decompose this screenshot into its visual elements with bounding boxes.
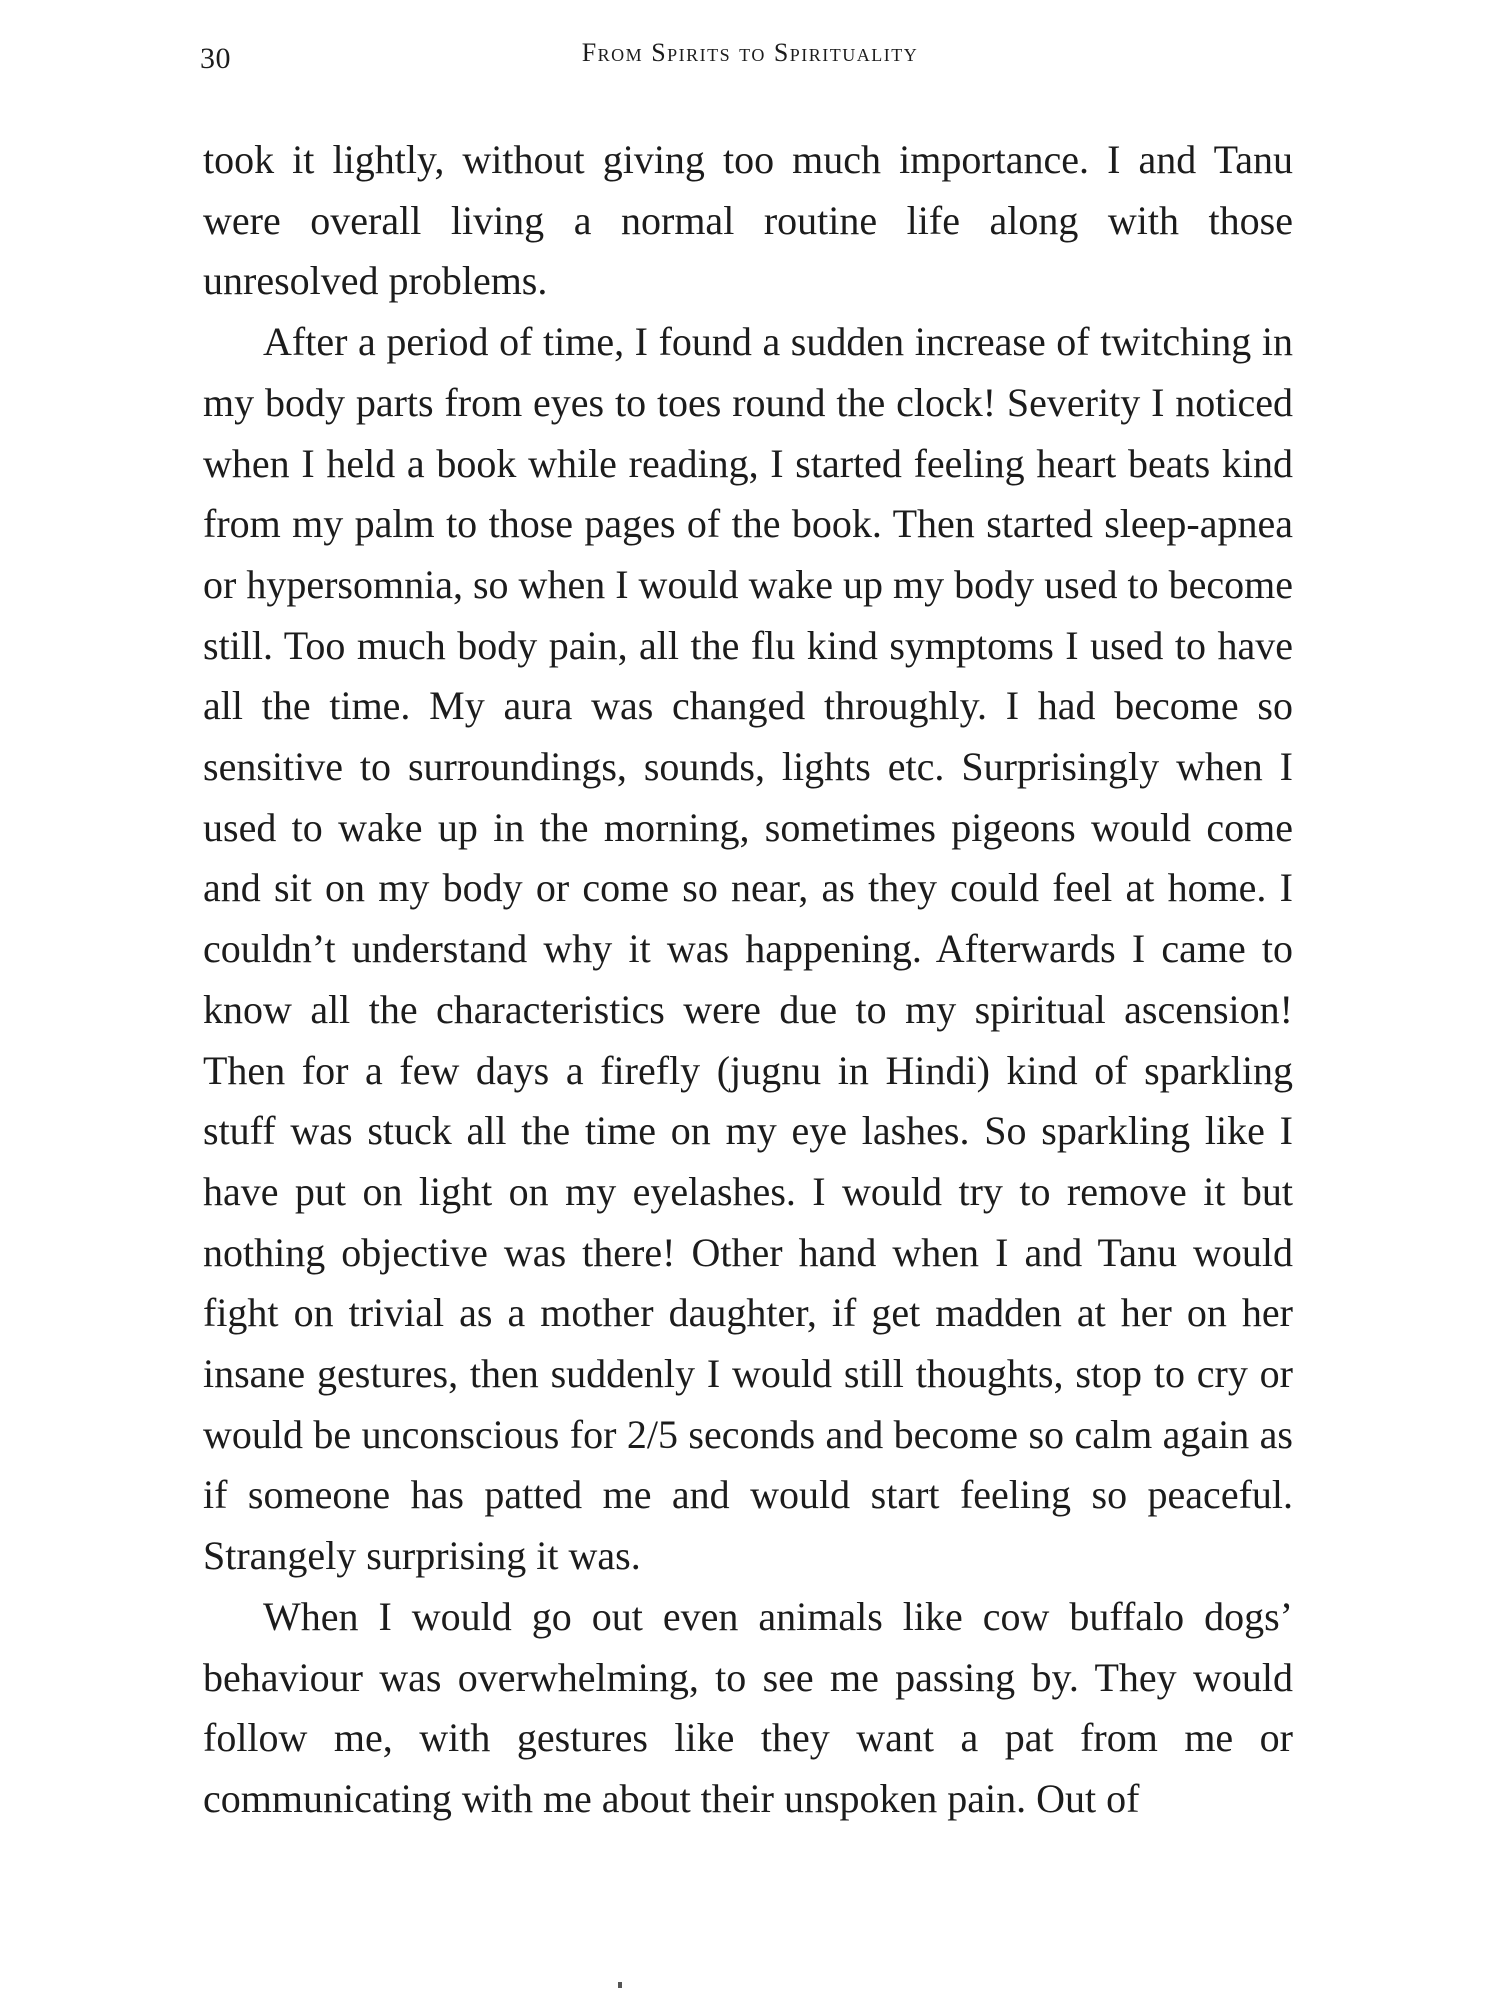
paragraph-1: took it lightly, without giving too much importance. I and Tanu were overall living a normal routine life along with those unresolved problems.	[203, 137, 1293, 304]
running-title: From Spirits to Spirituality	[581, 38, 919, 67]
running-head	[200, 38, 1300, 82]
body-text	[203, 130, 1293, 1830]
page-number: 30	[200, 42, 231, 75]
printer-mark	[618, 1982, 622, 1988]
paragraph-2: After a period of time, I found a sudden increase of twitching in my body parts from eyes to toes round the clock! Severity I noticed when I held a book while reading, I started feeling heart beats kind from my palm to those pages of the book. Then started sleep-apnea or hypersomnia, so when I would wake up my body used to become still. Too much body pain, all the flu kind symptoms I used to have all the time. My aura was changed throughly. I had become so sensitive to surroundings, sounds, lights etc. Surprisingly when I used to wake up in the morning, sometimes pigeons would come and sit on my body or come so near, as they could feel at home. I couldn’t understand why it was happening. Afterwards I came to know all the characteristics were due to my spiritual ascension! Then for a few days a firefly (jugnu in Hindi) kind of sparkling stuff was stuck all the time on my eye lashes. So sparkling like I have put on light on my eyelashes. I would try to remove it but nothing objective was there! Other hand when I and Tanu would fight on trivial as a mother daughter, if get madden at her on her insane gestures, then suddenly I would still thoughts, stop to cry or would be unconscious for 2/5 seconds and become so calm again as if someone has patted me and would start feeling so peaceful. Strangely surprising it was.	[203, 319, 1293, 1579]
paragraph-3: When I would go out even animals like cow buffalo dogs’ behaviour was overwhelming, to see me passing by. They would follow me, with gestures like they want a pat from me or communicating with me about their unspoken pain. Out of	[203, 1593, 1293, 1821]
